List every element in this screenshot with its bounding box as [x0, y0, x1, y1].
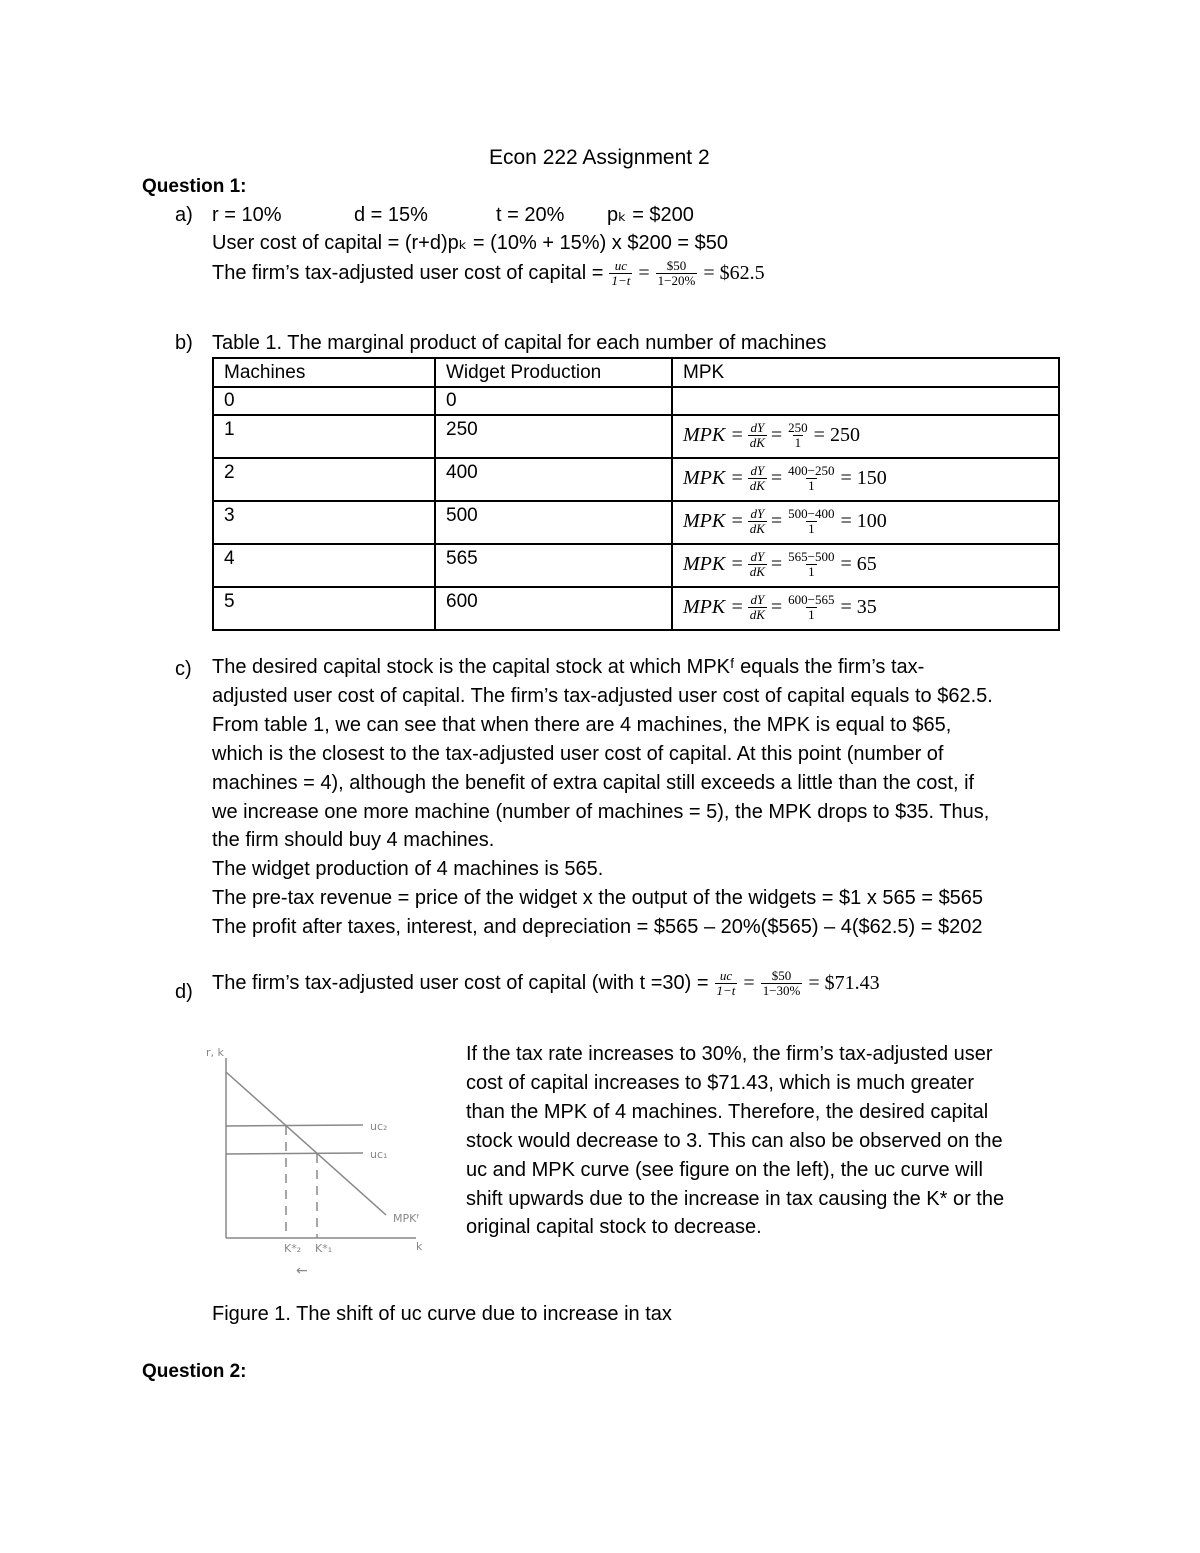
- paragraph-line: The pre-tax revenue = price of the widget x the output of the widgets = $1 x 565 = $565: [212, 887, 984, 910]
- uc-mpk-figure: [198, 1040, 448, 1280]
- table-row: 1 250 MPK = $\frac{dY}{dK}$ = $\frac{250}{1}$ = 250: [213, 415, 1059, 458]
- uc1-line: [226, 1153, 363, 1154]
- part-d-label: d): [175, 981, 193, 1003]
- table-caption: Table 1. The marginal product of capital for each number of machines: [212, 332, 827, 354]
- paragraph-line: shift upwards due to the increase in tax causing the K* or the: [466, 1187, 1005, 1210]
- paragraph-line: adjusted user cost of capital. The firm’s tax-adjusted user cost of capital equals to $62.5.: [212, 684, 993, 707]
- paragraph-line: which is the closest to the tax-adjusted user cost of capital. At this point (number of: [212, 742, 944, 765]
- table-row: 5 600 MPK = $\frac{dY}{dK}$ = $\frac{600-565}{1}$ = 35: [213, 587, 1059, 630]
- paragraph-line: The desired capital stock is the capital stock at which MPKᶠ equals the firm’s tax-: [212, 656, 925, 678]
- param-d: d = 15%: [354, 204, 428, 226]
- mpk-label: MPKᶠ: [393, 1212, 420, 1225]
- figure-caption: Figure 1. The shift of uc curve due to increase in tax: [212, 1303, 672, 1325]
- mpk-curve: [226, 1072, 386, 1215]
- page-title: Econ 222 Assignment 2: [489, 146, 710, 169]
- fraction-uc: $\frac{uc}{1-t}$: [611, 258, 631, 288]
- k2-label: K*₂: [284, 1242, 302, 1255]
- user-cost-line: User cost of capital = (r+d)pₖ = (10% + 15%) x $200 = $50: [212, 232, 729, 254]
- table-header-row: [213, 358, 1059, 387]
- paragraph-line: than the MPK of 4 machines. Therefore, the desired capital: [466, 1100, 989, 1123]
- part-d-explanation: [466, 1040, 1004, 1242]
- question-2-heading: Question 2:: [142, 1361, 247, 1382]
- mpk-formula: MPK = $\frac{dY}{dK}$ = $\frac{565-500}{1}$ = 65: [683, 549, 877, 579]
- mpk-table: [212, 357, 1060, 631]
- paragraph-line: we increase one more machine (number of machines = 5), the MPK drops to $35. Thus,: [212, 800, 990, 823]
- shift-arrow: ←: [296, 1263, 308, 1279]
- part-d-equation: The firm’s tax-adjusted user cost of capital (with t =30) = $\frac{uc}{1-t}$ = $\frac{\$50}{1-30\%}$ = $71.43: [212, 968, 880, 998]
- mpk-formula: MPK = $\frac{dY}{dK}$ = $\frac{600-565}{1}$ = 35: [683, 592, 877, 622]
- fraction-50: $\frac{\$50}{1-20\%}$: [657, 258, 696, 288]
- table-row: 0 0: [213, 387, 1059, 415]
- table-row: 4 565 MPK = $\frac{dY}{dK}$ = $\frac{565-500}{1}$ = 65: [213, 544, 1059, 587]
- uc1-label: uc₁: [370, 1148, 388, 1161]
- header-widget-production: Widget Production: [435, 358, 672, 387]
- paragraph-line: cost of capital increases to $71.43, which is much greater: [466, 1071, 975, 1094]
- mpk-formula: MPK = $\frac{dY}{dK}$ = $\frac{500-400}{1}$ = 100: [683, 506, 887, 536]
- part-d-result: = $71.43: [808, 972, 880, 995]
- k1-label: K*₁: [315, 1242, 333, 1255]
- part-c-paragraph: [212, 653, 993, 942]
- part-d-text: The firm’s tax-adjusted user cost of capital (with t =30) =: [212, 972, 709, 995]
- header-mpk: MPK: [672, 358, 1059, 387]
- mpk-formula: MPK = $\frac{dY}{dK}$ = $\frac{250}{1}$ = 250: [683, 420, 860, 450]
- paragraph-line: original capital stock to decrease.: [466, 1216, 762, 1239]
- question-1-heading: Question 1:: [142, 176, 247, 197]
- paragraph-line: machines = 4), although the benefit of extra capital still exceeds a little than the cost, if: [212, 771, 975, 794]
- param-t: t = 20%: [496, 204, 565, 226]
- part-a-label: a): [175, 204, 193, 226]
- tax-adjusted-equation: The firm’s tax-adjusted user cost of capital = $\frac{uc}{1-t}$ = $\frac{\$50}{1-20\%}$ = $62.5: [212, 258, 765, 288]
- tax-adjusted-text: The firm’s tax-adjusted user cost of capital =: [212, 262, 604, 285]
- table-row: 2 400 MPK = $\frac{dY}{dK}$ = $\frac{400-250}{1}$ = 150: [213, 458, 1059, 501]
- paragraph-line: the firm should buy 4 machines.: [212, 829, 495, 852]
- paragraph-line: uc and MPK curve (see figure on the left), the uc curve will: [466, 1158, 983, 1181]
- uc2-line: [226, 1125, 363, 1126]
- table-row: 3 500 MPK = $\frac{dY}{dK}$ = $\frac{500-400}{1}$ = 100: [213, 501, 1059, 544]
- paragraph-line: The profit after taxes, interest, and depreciation = $565 – 20%($565) – 4($62.5) = $202: [212, 916, 983, 939]
- paragraph-line: If the tax rate increases to 30%, the firm’s tax-adjusted user: [466, 1043, 993, 1065]
- param-r: r = 10%: [212, 204, 282, 226]
- part-c-label: c): [175, 658, 192, 680]
- paragraph-line: stock would decrease to 3. This can also be observed on the: [466, 1129, 1003, 1152]
- uc2-label: uc₂: [370, 1120, 388, 1133]
- param-pk: pₖ = $200: [607, 204, 694, 226]
- tax-adjusted-result: = $62.5: [703, 262, 765, 285]
- y-axis-label: r, k: [206, 1046, 224, 1059]
- paragraph-line: From table 1, we can see that when there are 4 machines, the MPK is equal to $65,: [212, 713, 952, 736]
- paragraph-line: The widget production of 4 machines is 565.: [212, 858, 604, 881]
- header-machines: Machines: [213, 358, 435, 387]
- x-axis-label: k: [416, 1240, 423, 1253]
- part-b-label: b): [175, 332, 193, 354]
- mpk-formula: MPK = $\frac{dY}{dK}$ = $\frac{400-250}{1}$ = 150: [683, 463, 887, 493]
